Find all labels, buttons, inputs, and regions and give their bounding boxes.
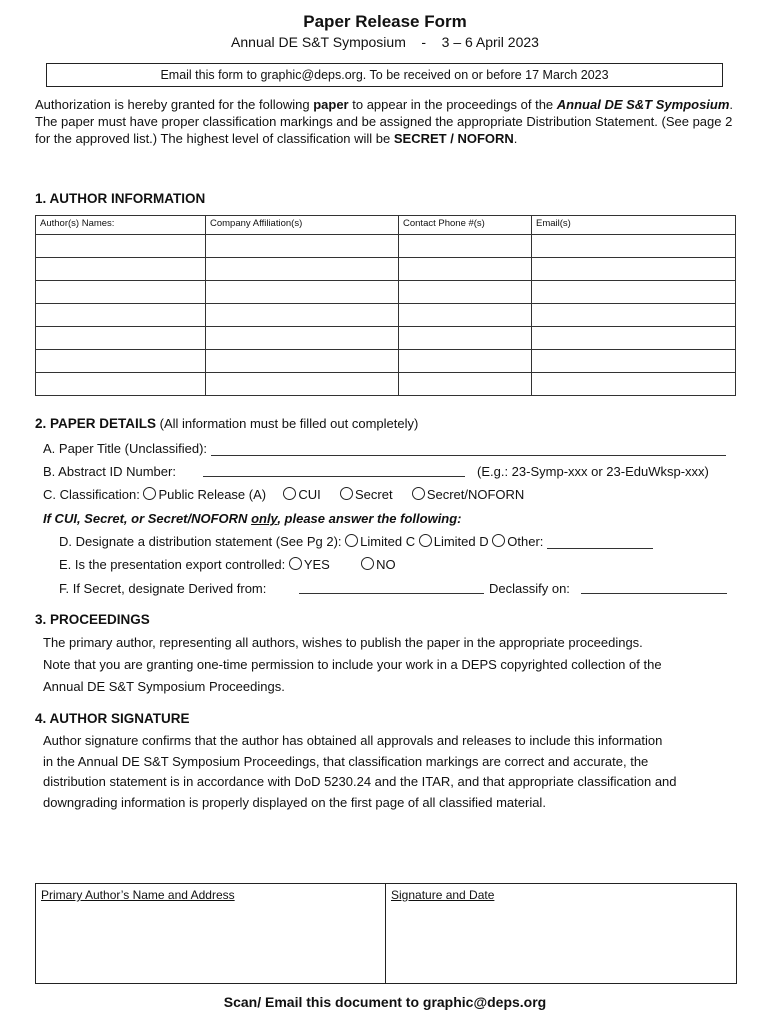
radio-no[interactable] (361, 557, 374, 570)
signature-line: distribution statement is in accordance with DoD 5230.24 and the ITAR, and that appropriate classification and (43, 774, 677, 789)
phone-cell[interactable] (399, 350, 532, 373)
radio-secret[interactable] (340, 487, 353, 500)
option-limited-c: Limited C (360, 534, 416, 549)
export-controlled-label: E. Is the presentation export controlled: (59, 557, 286, 572)
option-cui: CUI (298, 487, 321, 502)
abstract-id-example: (E.g.: 23-Symp-xxx or 23-EduWksp-xxx) (477, 464, 709, 479)
col-phone: Contact Phone #(s) (399, 216, 532, 235)
table-row (36, 258, 736, 281)
company-cell[interactable] (206, 373, 399, 396)
abstract-id-row (43, 464, 176, 479)
col-company: Company Affiliation(s) (206, 216, 399, 235)
company-cell[interactable] (206, 258, 399, 281)
company-cell[interactable] (206, 327, 399, 350)
proceedings-line: Note that you are granting one-time permission to include your work in a DEPS copyrighted collection of the (43, 657, 662, 672)
author-table-header (36, 216, 736, 235)
option-other: Other: (507, 534, 544, 549)
option-public-release: Public Release (A) (158, 487, 267, 502)
email-cell[interactable] (532, 373, 736, 396)
company-cell[interactable] (206, 281, 399, 304)
author-name-cell[interactable] (36, 304, 206, 327)
proceedings-line: Annual DE S&T Symposium Proceedings. (43, 679, 285, 694)
email-cell[interactable] (532, 235, 736, 258)
email-cell[interactable] (532, 258, 736, 281)
name-address-cell[interactable]: Primary Author’s Name and Address (36, 884, 386, 983)
intro-text-2: to appear in the proceedings of the (348, 97, 557, 112)
conditional-text-1: If CUI, Secret, or Secret/NOFORN (43, 511, 252, 526)
conditional-text-2: , please answer the following: (277, 511, 462, 526)
table-row (36, 373, 736, 396)
paper-title-row (43, 441, 726, 456)
intro-max-classification: SECRET / NOFORN (393, 131, 514, 146)
section3-heading: 3. PROCEEDINGS (35, 612, 150, 627)
table-row (36, 235, 736, 258)
signature-line: downgrading information is properly displayed on the first page of all classified material. (43, 794, 546, 810)
export-controlled-row (59, 557, 396, 572)
phone-cell[interactable] (399, 327, 532, 350)
intro-text-3: . The paper must have proper classification markings and be assigned the appropriate Distribution Statement. (See page 2 for the approved list.) The highest level of classification will be (35, 97, 734, 146)
company-cell[interactable] (206, 304, 399, 327)
radio-yes[interactable] (289, 557, 302, 570)
author-name-cell[interactable] (36, 350, 206, 373)
phone-cell[interactable] (399, 258, 532, 281)
radio-secret-noforn[interactable] (412, 487, 425, 500)
author-name-cell[interactable] (36, 281, 206, 304)
signature-date-cell[interactable]: Signature and Date (391, 888, 495, 902)
col-author-names: Author(s) Names: (36, 216, 206, 235)
conditional-instruction (43, 511, 462, 526)
conditional-only: only (251, 511, 278, 526)
section1-heading: 1. AUTHOR INFORMATION (35, 191, 206, 206)
option-limited-d: Limited D (433, 534, 489, 549)
derived-from-label: F. If Secret, designate Derived from: (59, 581, 267, 596)
proceedings-paragraph (43, 632, 743, 698)
radio-limited-d[interactable] (419, 534, 432, 547)
declassify-field[interactable] (581, 581, 727, 594)
email-cell[interactable] (532, 350, 736, 373)
intro-symposium-name: Annual DE S&T Symposium (556, 97, 730, 112)
classification-label: C. Classification: (43, 487, 140, 502)
radio-other[interactable] (492, 534, 505, 547)
option-secret: Secret (354, 487, 393, 502)
radio-cui[interactable] (283, 487, 296, 500)
table-row (36, 281, 736, 304)
phone-cell[interactable] (399, 235, 532, 258)
company-cell[interactable] (206, 350, 399, 373)
section2-heading-row (35, 416, 418, 431)
abstract-id-label: B. Abstract ID Number: (43, 464, 176, 479)
email-cell[interactable] (532, 304, 736, 327)
phone-cell[interactable] (399, 281, 532, 304)
table-row (36, 327, 736, 350)
email-cell[interactable] (532, 327, 736, 350)
distribution-label: D. Designate a distribution statement (See Pg 2): (59, 534, 342, 549)
footer-instruction: Scan/ Email this document to graphic@deps.org (223, 994, 547, 1010)
declassify-label: Declassify on: (489, 581, 570, 596)
option-yes: YES (303, 557, 330, 572)
phone-cell[interactable] (399, 373, 532, 396)
phone-cell[interactable] (399, 304, 532, 327)
radio-limited-c[interactable] (345, 534, 358, 547)
author-name-cell[interactable] (36, 373, 206, 396)
author-name-cell[interactable] (36, 235, 206, 258)
email-cell[interactable] (532, 281, 736, 304)
paper-title-label: A. Paper Title (Unclassified): (43, 441, 208, 456)
intro-text-1: Authorization is hereby granted for the following (35, 97, 314, 112)
signature-table (35, 883, 737, 984)
email-notice-box: Email this form to graphic@deps.org. To be received on or before 17 March 2023 (46, 63, 723, 87)
intro-bold-paper: paper (313, 97, 349, 112)
section4-heading: 4. AUTHOR SIGNATURE (35, 711, 190, 726)
paper-title-field[interactable] (211, 443, 726, 456)
signature-line: Author signature confirms that the author has obtained all approvals and releases to include this information (43, 733, 663, 748)
company-cell[interactable] (206, 235, 399, 258)
intro-paragraph (35, 96, 735, 147)
option-secret-noforn: Secret/NOFORN (426, 487, 525, 502)
intro-text-4: . (513, 131, 518, 146)
table-row (36, 350, 736, 373)
col-email: Email(s) (532, 216, 736, 235)
author-name-cell[interactable] (36, 258, 206, 281)
abstract-id-field[interactable] (203, 464, 465, 477)
radio-public-release[interactable] (143, 487, 156, 500)
author-table (35, 215, 736, 396)
distribution-row (59, 534, 653, 549)
derived-from-field[interactable] (299, 581, 484, 594)
form-title: Paper Release Form (303, 12, 467, 31)
author-name-cell[interactable] (36, 327, 206, 350)
other-distribution-field[interactable] (547, 536, 653, 549)
signature-line: in the Annual DE S&T Symposium Proceedings, that classification markings are correct and accurate, the (43, 753, 649, 769)
form-subtitle: Annual DE S&T Symposium - 3 – 6 April 2023 (231, 34, 539, 50)
section2-note: (All information must be filled out completely) (156, 416, 419, 431)
classification-row (43, 487, 524, 502)
proceedings-line: The primary author, representing all authors, wishes to publish the paper in the appropriate proceedings. (43, 635, 643, 650)
table-row (36, 304, 736, 327)
section2-heading: 2. PAPER DETAILS (35, 416, 157, 431)
signature-paragraph (43, 731, 743, 813)
option-no: NO (376, 557, 396, 572)
